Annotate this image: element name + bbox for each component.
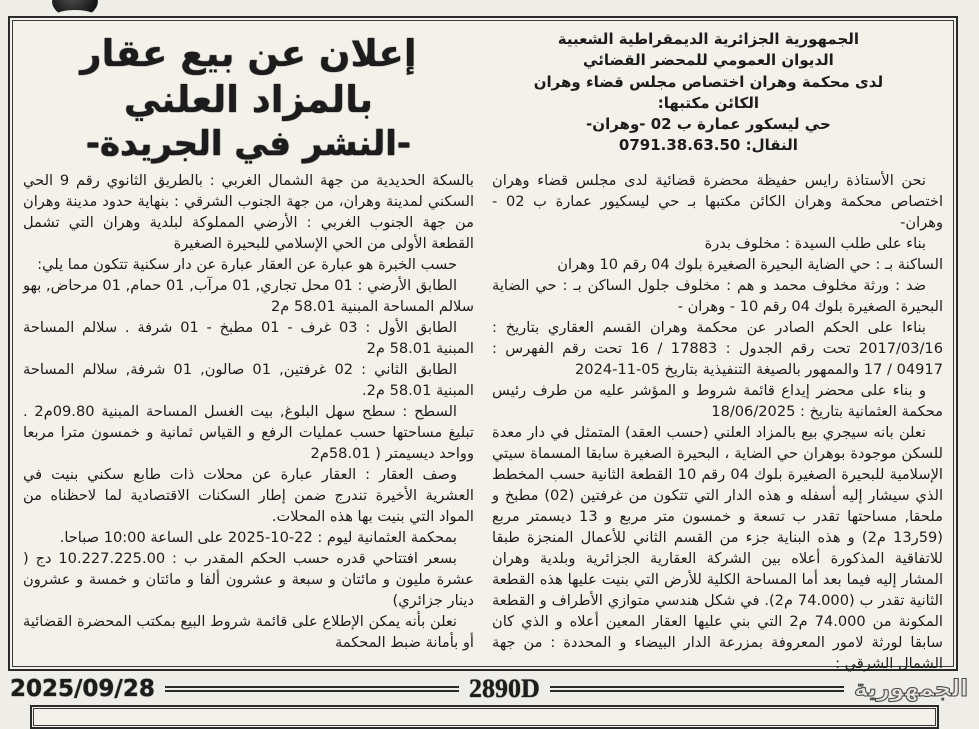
header-row	[23, 27, 943, 164]
newspaper-logo: الجمهورية	[854, 676, 968, 702]
paragraph: ضد : ورثة مخلوف محمد و هم : مخلوف جلول الساكن بـ : حي الضاية البحيرة الصغيرة بلوك 04 رقم 10 - وهران -	[492, 277, 943, 316]
paragraph: حسب الخبرة هو عبارة عن العقار عبارة عن دار سكنية تتكون مما يلي:	[37, 256, 457, 274]
paragraph: نعلن بأنه يمكن الإطلاع على قائمة شروط البيع بمكتب المحضرة القضائية أو بأمانة ضبط المحكمة	[23, 613, 474, 652]
paragraph: بناءا على الحكم الصادر عن محكمة وهران القسم العقاري بتاريخ : 2017/03/16 تحت رقم الجدول : 17883 / 16 تحت رقم الفهرس : 04917 / 17 والممهور بالصيغة التنفيذية بتاريخ 05-11-2024	[492, 319, 943, 379]
paragraph: بالسكة الحديدية من جهة الشمال الغربي : بالطريق الثانوي رقم 9 الحي السكني لمدينة وهران، من جهة الجنوب الشرقي : بنهاية حدود مدينة وهران من جهة الجنوب الغربي : الأرضي المملوكة لبلدية وهران التي تشمل القطعة الأولى من الحي الإسلامي للبحيرة الصغيرة	[23, 172, 474, 253]
paragraph: و بناء على محضر إيداع قائمة شروط و المؤشر عليه من طرف رئيس محكمة العثمانية بتاريخ : 18/06/2025	[492, 382, 943, 421]
notice-title-line2: -النشر في الجريدة-	[85, 123, 411, 164]
paragraph: بمحكمة العثمانية ليوم : 22-10-2025 على الساعة 10:00 صباحا.	[59, 529, 457, 547]
letterhead-phone: النقال: 0791.38.63.50	[618, 136, 798, 155]
letterhead-republic: الجمهورية الجزائرية الديمقراطية الشعبية	[557, 30, 860, 48]
letterhead-address: حي ليسكور عمارة ب 02 -وهران-	[586, 115, 831, 134]
publication-date: 2025/09/28	[10, 676, 155, 702]
footer-rule	[550, 686, 844, 692]
paragraph: السطح : سطح سهل البلوغ, بيت الغسل المساحة المبنية 09.80م2 . تبليغ مساحتها حسب عمليات الرفع و القياس ثمانية و خمسون مترا مربعا وواحد ديسيمتر ( 58.01م2	[23, 403, 474, 463]
letterhead-court: لدى محكمة وهران اختصاص مجلس قضاء وهران	[533, 72, 884, 91]
notice-title	[23, 27, 474, 164]
text-columns	[23, 170, 943, 674]
announcement-frame	[8, 16, 958, 671]
paragraph: الطابق الأرضي : 01 محل تجاري, 01 مرآب, 01 حمام, 01 مرحاض, بهو سلالم المساحة المبنية 58.01 م2	[23, 277, 474, 316]
notice-title-line1: إعلان عن بيع عقار بالمزاد العلني	[80, 32, 417, 122]
column-left	[23, 170, 474, 674]
letterhead-office: الديوان العمومي للمحضر القضائي	[583, 51, 834, 70]
official-letterhead	[474, 27, 943, 157]
paragraph: وصف العقار : العقار عبارة عن محلات ذات طابع سكني بنيت في العشرية الأخيرة تندرج ضمن إطار السكنات الاقتصادية لما لاحظناه من المواد التي بنيت بها هذه المحلات.	[23, 466, 474, 526]
paragraph: بسعر افتتاحي قدره حسب الحكم المقدر ب : 10.227.225.00 دج ( عشرة مليون و مائتان و سبعة و عشرون ألفا و مائتان و خمسة و عشرون دينار جزائري)	[23, 550, 474, 610]
announcement-number: 2890D	[469, 674, 540, 703]
paragraph: الطابق الأول : 03 غرف - 01 مطبخ - 01 شرفة . سلالم المساحة المبنية 58.01 م2	[23, 319, 474, 358]
paragraph: الطابق الثاني : 02 غرفتين, 01 صالون, 01 شرفة, سلالم المساحة المبنية 58.01 م2.	[23, 361, 474, 400]
announcement-body	[12, 20, 954, 673]
paragraph: نحن الأستاذة رايس حفيظة محضرة قضائية لدى مجلس قضاء وهران اختصاص محكمة وهران الكائن مكتبها بـ حي ليسكيور عمارة ب 02 - وهران-	[492, 172, 943, 232]
paragraph: نعلن بانه سيجري بيع بالمزاد العلني (حسب العقد) المتمثل في دار معدة للسكن موجودة بوهران حي الضاية ، البحيرة الصغيرة سابقا المسماة سيتي الإسلامية للبحيرة الصغيرة بلوك 04 رقم 10 القطعة الثانية حسب المخطط الذي سيشار إليه أسفله و هذه الدار التي تتكون من غرفتين (02) مطبخ و ملحقا, مساحتها تقدر ب تسعة و خمسون متر مربع و 13 ديسمتر مربع (59ر13 م2) و هذه البناية جزء من القسم الثاني للأعمال المنجزة طبقا للاتفاقية المذكورة أعلاه بين الشركة العقارية الجزائرية وبلدية وهران المشار إليه فيما بعد أما المساحة الكلية للأرض التي بنيت عليها هذه القطعة الثانية تقدر ب (74.000 م2). في شكل هندسي متوازي الأطراف و القطعة المكونة من 74.000 م2 التي بني عليها العقار المعين أعلاه و الذي كان سابقا لورثة لامور المعروفة بمزرعة الدار البيضاء و المحددة : من جهة الشمال الشرقي :	[492, 424, 943, 673]
footer-strip	[10, 674, 968, 704]
paragraph: الساكنة بـ : حي الضاية البحيرة الصغيرة بلوك 04 رقم 10 وهران	[557, 256, 943, 274]
next-announcement-edge	[30, 705, 939, 729]
column-right	[492, 170, 943, 674]
letterhead-address-label: الكائن مكتبها:	[657, 93, 760, 112]
footer-rule	[165, 686, 459, 692]
paragraph: بناء على طلب السيدة : مخلوف بدرة	[704, 235, 926, 253]
